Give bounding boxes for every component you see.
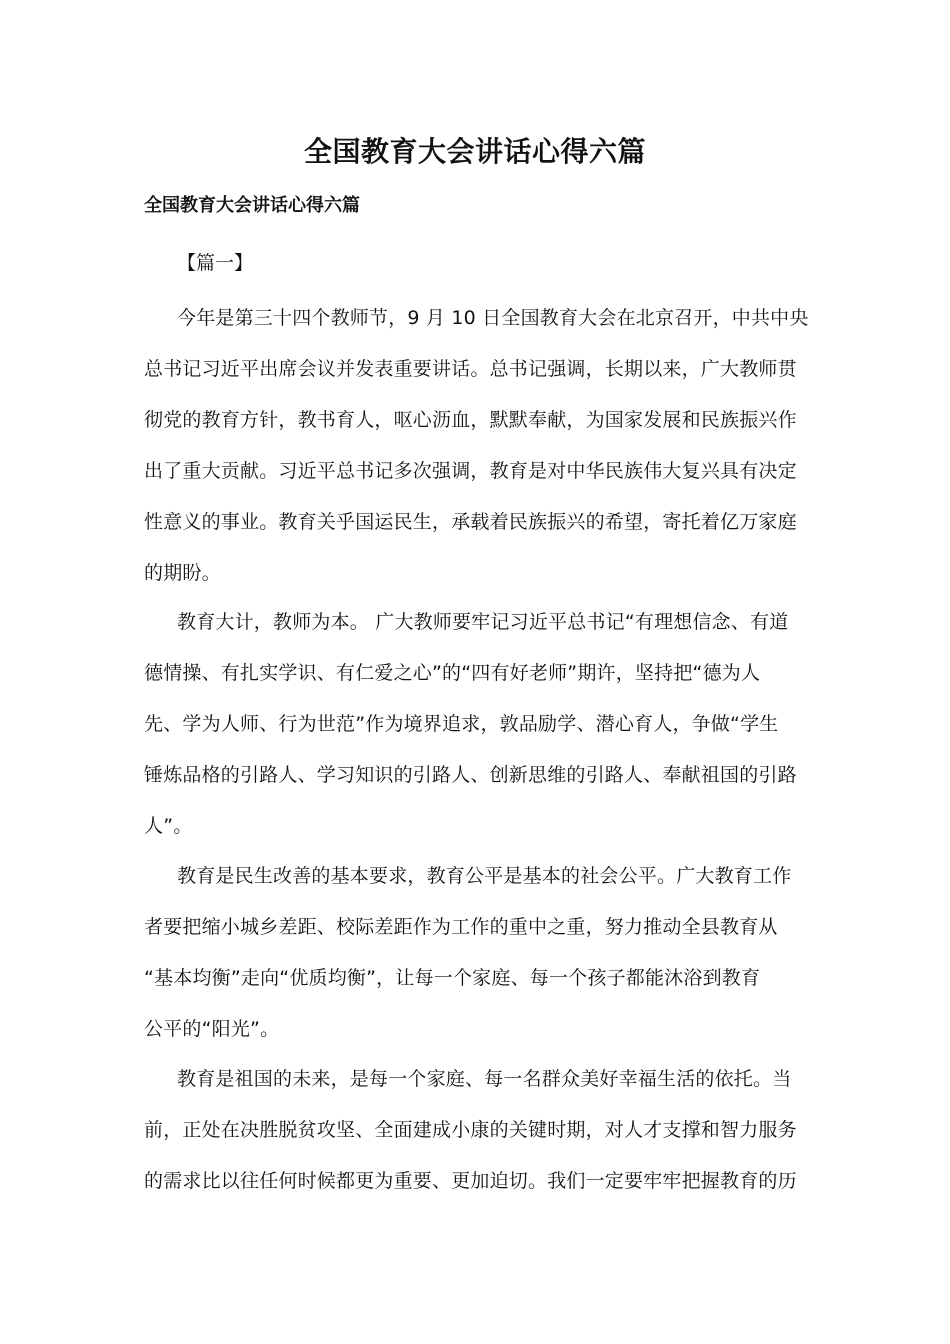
paragraph-2: [144, 597, 799, 852]
paragraph-line: 教育大计，教师为本。 广大教师要牢记习近平总书记“有理想信念、有道: [177, 611, 789, 633]
paragraph-line: 的期盼。: [144, 562, 221, 584]
paragraph-line: 前，正处在决胜脱贫攻坚、全面建成小康的关键时期，对人才支撑和智力服务: [144, 1119, 797, 1141]
paragraph-line: 者要把缩小城乡差距、校际差距作为工作的重中之重，努力推动全县教育从: [144, 916, 778, 938]
paragraph-3: [144, 851, 799, 1055]
paragraph-line: 锤炼品格的引路人、学习知识的引路人、创新思维的引路人、奉献祖国的引路: [144, 764, 797, 786]
paragraph-line: 教育是民生改善的基本要求，教育公平是基本的社会公平。广大教育工作: [177, 865, 792, 887]
paragraph-line: 性意义的事业。教育关乎国运民生，承载着民族振兴的希望，寄托着亿万家庭: [144, 511, 797, 533]
paragraph-line: “基本均衡”走向“优质均衡”，让每一个家庭、每一个孩子都能沐浴到教育: [144, 967, 761, 989]
paragraph-line: 德情操、有扎实学识、有仁爱之心”的“四有好老师”期许，坚持把“德为人: [144, 662, 761, 684]
document-title: 全国教育大会讲话心得六篇: [303, 135, 646, 168]
paragraph-line: 公平的“阳光”。: [144, 1018, 280, 1040]
paragraph-1: [144, 293, 809, 599]
paragraph-line: 今年是第三十四个教师节，9 月 10 日全国教育大会在北京召开，中共中央: [177, 307, 809, 329]
paragraph-line: 的需求比以往任何时候都更为重要、更加迫切。我们一定要牢牢把握教育的历: [144, 1170, 797, 1192]
paragraph-line: 教育是祖国的未来，是每一个家庭、每一名群众美好幸福生活的依托。当: [177, 1068, 792, 1090]
section-label: 【篇一】: [177, 252, 254, 274]
paragraph-line: 彻党的教育方针，教书育人，呕心沥血，默默奉献，为国家发展和民族振兴作: [144, 409, 797, 431]
paragraph-4: [144, 1054, 799, 1207]
document-subtitle: 全国教育大会讲话心得六篇: [144, 195, 360, 216]
paragraph-line: 先、学为人师、行为世范”作为境界追求，敦品励学、潜心育人，争做“学生: [144, 713, 779, 735]
paragraph-line: 总书记习近平出席会议并发表重要讲话。总书记强调，长期以来，广大教师贯: [144, 358, 797, 380]
paragraph-line: 人”。: [144, 815, 193, 837]
paragraph-line: 出了重大贡献。习近平总书记多次强调，教育是对中华民族伟大复兴具有决定: [144, 460, 797, 482]
